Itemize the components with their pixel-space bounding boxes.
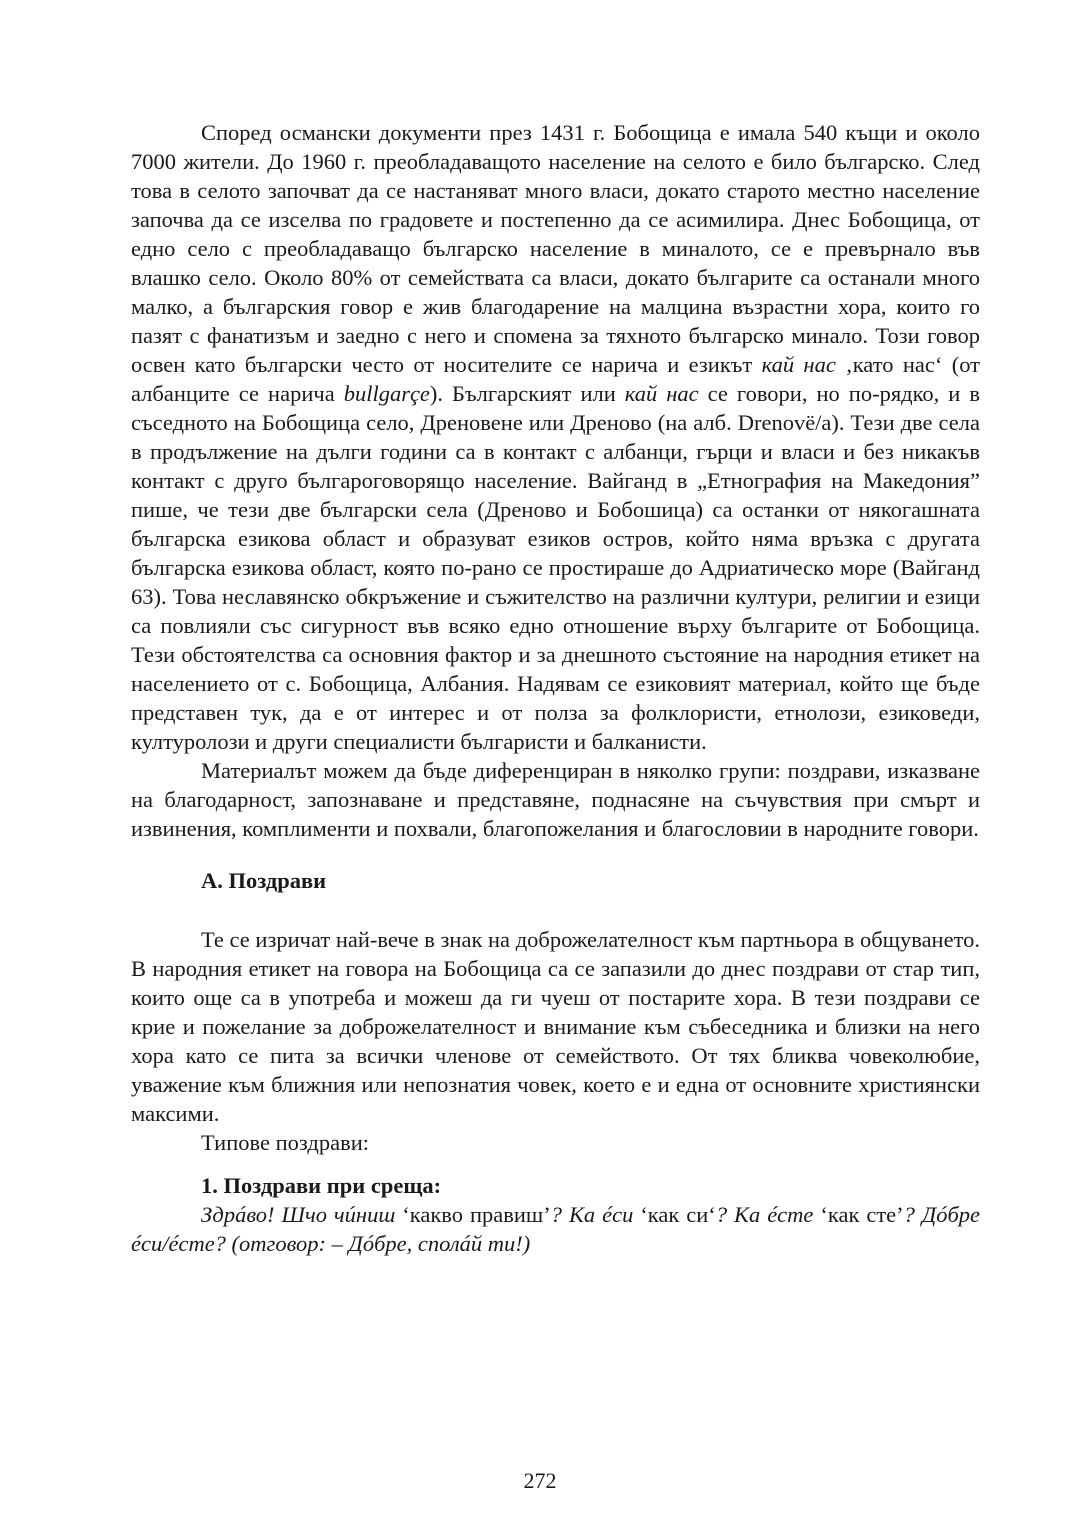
section-heading-greetings: А. Поздрави bbox=[201, 868, 327, 893]
paragraph-greeting-examples: Здрáво! Шчо чúниш ‘какво правиш’? Ка éси ‘как си‘? Ка éсте ‘как сте’? Дóбре éси/éсте? (отговор: – Дóбре, сполáй ти!) bbox=[131, 1202, 980, 1256]
body-text bbox=[131, 118, 980, 1258]
paragraph-material-groups: Материалът можем да бъде диференциран в няколко групи: поздрави, изказване на благодарност, запознаване и представяне, поднасяне на съчувствия при смърт и извинения, комплименти и похвали, благопожелания и благословии в народните говори. bbox=[131, 758, 980, 841]
page-number: 272 bbox=[523, 1468, 557, 1493]
paragraph-history: Според османски документи през 1431 г. Бобощица е имала 540 къщи и около 7000 жители. До 1960 г. преобладаващото население на селото е било българско. След това в селото започват да се настаняват много власи, докато старото местно население започва да се изселва по градовете и постепенно да се асимилира. Днес Бобощица, от едно село с преобладаващо българско население в миналото, се е превърнало във влашко село. Около 80% от семействата са власи, докато българите са останали много малко, а българския говор е жив благодарение на малцина възрастни хора, които го пазят с фанатизъм и заедно с него и спомена за тяхното българско минало. Този говор освен като български често от носителите се нарича и езикът кай нас ‚като нас‘ (от албанците се нарича bullgarçe). Българският или кай нас се говори, но по-рядко, и в съседното на Бобощица село, Дреновене или Дреново (на алб. Drenovë/a). Тези две села в продължение на дълги години са в контакт с албанци, гърци и власи и без никакъв контакт с друго българоговорящо население. Вайганд в „Етнография на Македония” пише, че тези две български села (Дреново и Бобошица) са останки от някогашната българска езикова област и образуват езиков остров, който няма връзка с другата българска езикова област, която по-рано се простираше до Адриатическо море (Вайганд 63). Това неславянско обкръжение и съжителство на различни култури, религии и езици са повлияли със сигурност във всяко едно отношение върху българите от Бобощица. Тези обстоятелства са основния фактор и за днешното състояние на народния етикет на населението от с. Бобощица, Албания. Надявам се езиковият материал, който ще бъде представен тук, да е от интерес и от полза за фолклористи, етнолози, езиковеди, културолози и други специалисти българисти и балканисти. bbox=[131, 120, 980, 754]
paragraph-greetings-intro: Те се изричат най-вече в знак на доброжелателност към партньора в общуването. В народния етикет на говора на Бобощица са се запазили до днес поздрави от стар тип, които още са в употреба и можеш да ги чуеш от постарите хора. В тези поздрави се крие и пожелание за доброжелателност и внимание към събеседника и близки на него хора като се пита за всички членове от семейството. От тях бликва човеколюбие, уважение към ближния или непознатия човек, което е и една от основните християнски максими. bbox=[131, 927, 980, 1126]
subsection-heading-greetings-at-meeting: 1. Поздрави при среща: bbox=[201, 1173, 442, 1198]
paragraph-greeting-types: Типове поздрави: bbox=[201, 1130, 369, 1155]
